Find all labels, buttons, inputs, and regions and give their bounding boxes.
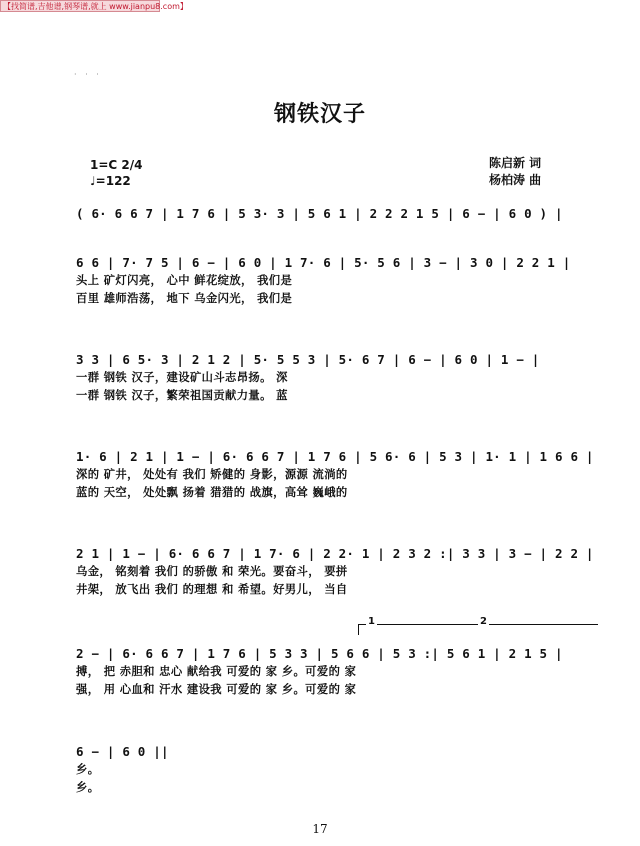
- page-number: 17: [312, 822, 328, 836]
- key-signature: 1=C 2/4: [90, 158, 143, 172]
- notation-row: 6 − | 6 0 ||: [76, 744, 169, 759]
- notation-row: 2 − | 6· 6 6 7 | 1 7 6 | 5 3 3 | 5 6 6 | 5 3 :| 5 6 1 | 2 1 5 |: [76, 646, 563, 661]
- notation-row: ( 6· 6 6 7 | 1 7 6 | 5 3· 3 | 5 6 1 | 2 2 2 1 5 | 6 − | 6 0 ) |: [76, 206, 563, 221]
- volta-tick: [358, 625, 359, 635]
- first-ending-label: 1: [368, 616, 375, 627]
- lyric-verse-1: 搏， 把 赤胆和 忠心 献给我 可爱的 家 乡。可爱的 家: [76, 664, 357, 678]
- volta-brackets: [358, 616, 598, 639]
- score-line-5: [76, 546, 606, 598]
- score-line-1: [76, 206, 606, 222]
- lyric-verse-1: 深的 矿井， 处处有 我们 矫健的 身影，源源 流淌的: [76, 467, 348, 481]
- lyric-verse-2: 百里 雄师浩荡， 地下 乌金闪光， 我们是: [76, 291, 293, 305]
- site-banner: 【找简谱,吉他谱,钢琴谱,就上 www.jianpu8.com】: [0, 0, 160, 12]
- score-line-6: [76, 646, 606, 698]
- lyric-verse-2: 井架， 放飞出 我们 的理想 和 希望。好男儿， 当自: [76, 582, 348, 596]
- lyric-verse-2: 蓝的 天空， 处处飘 扬着 猎猎的 战旗，高耸 巍峨的: [76, 485, 348, 499]
- scan-specks: · · ·: [74, 70, 102, 79]
- score-line-2: [76, 255, 606, 307]
- composer-credit: 杨柏涛 曲: [489, 173, 542, 187]
- notation-row: 1· 6 | 2 1 | 1 − | 6· 6 6 7 | 1 7 6 | 5 6· 6 | 5 3 | 1· 1 | 1 6 6 |: [76, 449, 594, 464]
- lyric-verse-1: 一群 钢铁 汉子，建设矿山斗志昂扬。 深: [76, 370, 288, 384]
- song-title: 钢铁汉子: [273, 101, 366, 127]
- notation-row: 2 1 | 1 − | 6· 6 6 7 | 1 7· 6 | 2 2· 1 | 2 3 2 :| 3 3 | 3 − | 2 2 |: [76, 546, 594, 561]
- score-line-4: [76, 449, 606, 501]
- lyric-verse-2: 一群 钢铁 汉子，繁荣祖国贡献力量。 蓝: [76, 388, 288, 402]
- score-line-7: [76, 744, 606, 796]
- lyric-verse-1: 乡。: [76, 762, 100, 776]
- credits-block: [489, 155, 541, 189]
- lyricist-credit: 陈启新 词: [489, 156, 542, 170]
- second-ending-label: 2: [480, 616, 487, 627]
- score-line-3: [76, 352, 606, 404]
- key-tempo-block: [90, 157, 142, 189]
- tempo-marking: ♩=122: [90, 174, 131, 188]
- lyric-verse-2: 强， 用 心血和 汗水 建设我 可爱的 家 乡。可爱的 家: [76, 682, 357, 696]
- lyric-verse-1: 乌金， 铭刻着 我们 的骄傲 和 荣光。要奋斗， 要拼: [76, 564, 348, 578]
- lyric-verse-1: 头上 矿灯闪亮， 心中 鲜花绽放， 我们是: [76, 273, 293, 287]
- notation-row: 3 3 | 6 5· 3 | 2 1 2 | 5· 5 5 3 | 5· 6 7 | 6 − | 6 0 | 1 − |: [76, 352, 540, 367]
- lyric-verse-2: 乡。: [76, 780, 100, 794]
- notation-row: 6 6 | 7· 7 5 | 6 − | 6 0 | 1 7· 6 | 5· 5 6 | 3 − | 3 0 | 2 2 1 |: [76, 255, 571, 270]
